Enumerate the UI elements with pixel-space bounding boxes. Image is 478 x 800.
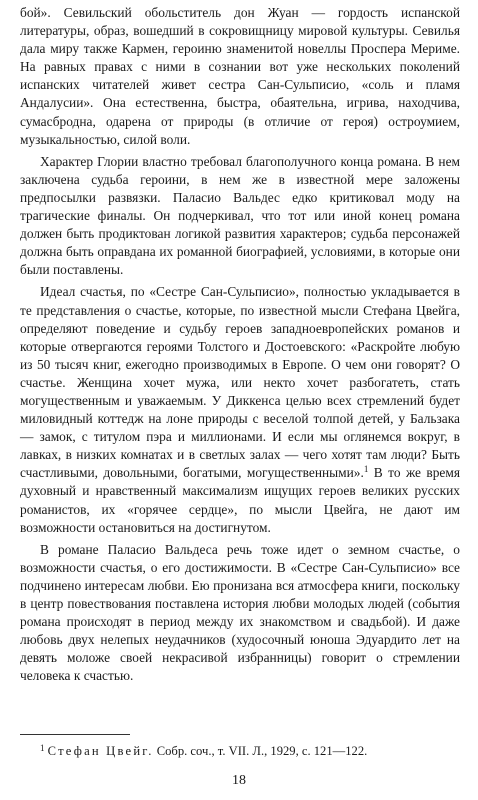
footnote-divider: [20, 734, 130, 735]
footnote: [20, 740, 460, 759]
footnote-author: Стефан Цвейг.: [47, 744, 154, 758]
page-text: [20, 4, 460, 685]
paragraph-2: Характер Глории властно требовал благополучного конца романа. В нем заключена судьба героини, в нем же в известной мере заложены предпосылки развязки. Паласио Вальдес едко критиковал моду на трагические финалы. Он подчеркивал, что тот или иной конец романа должен быть продиктован логикой развития характеров; судьба персонажей должна быть оправдана их романной биографией, условиями, в которые они были поставлены.: [20, 153, 460, 278]
footnote-marker: 1: [40, 743, 45, 753]
paragraph-3-body: Идеал счастья, по «Сестре Сан-Сульписио», полностью укладывается в те представления о счастье, которые, по известной мысли Стефана Цвейга, определяют поведение и судьбу героев западноевропейских романов и которые отвергаются героями Толстого и Достоевского: «Раскройте любую из 50 тысяч книг, ежегодно производимых в Европе. О чем они говорят? О счастье. Женщина хочет мужа, или некто хочет разбогатеть, стать могущественным и уважаемым. У Диккенса целью всех стремлений будет миловидный коттедж на лоне природы с веселой толпой детей, у Бальзака — замок, с титулом пэра и миллионами. И если мы оглянемся вокруг, в лавках, в низких комнатах и в светлых залах — чего хотят там люди? Быть счастливыми, довольными, богатыми, могущественными».: [20, 284, 460, 481]
footnote-text: Собр. соч., т. VII. Л., 1929, с. 121—122.: [156, 744, 368, 758]
page-number: 18: [232, 773, 246, 788]
paragraph-3: [20, 283, 460, 536]
footnote-reference: 1: [363, 464, 369, 475]
paragraph-1: бой». Севильский обольститель дон Жуан — гордость испанской литературы, образ, вошедший в сокровищницу мировой культуры. Севилья дала миру также Кармен, героиню знаменитой новеллы Проспера Мериме. На равных правах с ними в сознании вот уже нескольких поколений испанских читателей живет сестра Сан-Сульписио, «соль и пламя Андалусии». Она естественна, быстра, обаятельна, игрива, находчива, сумасбродна, одарена от природы (в отличие от героя) остроумием, музыкальностью, силой воли.: [20, 5, 460, 147]
paragraph-3-continuation: В то же время духовный и нравственный максимализм ищущих героев великих русских романистов, их «горячее сердце», по мысли Цвейга, не дают им возможности остановиться на достигнутом.: [20, 465, 460, 535]
paragraph-4: В романе Паласио Вальдеса речь тоже идет о земном счастье, о возможности счастья, о его достижимости. В «Сестре Сан-Сульписио» все подчинено интересам любви. Ею пронизана вся атмосфера книги, поскольку в центр повествования поставлена история любви молодых людей (события романа происходят в период между их знакомством и свадьбой). И даже любовь двух нелепых неудачников (худосочный юноша Эдуардито лет на девять моложе своей некрасивой избранницы) говорит о стремлении человека к счастью.: [20, 541, 460, 684]
